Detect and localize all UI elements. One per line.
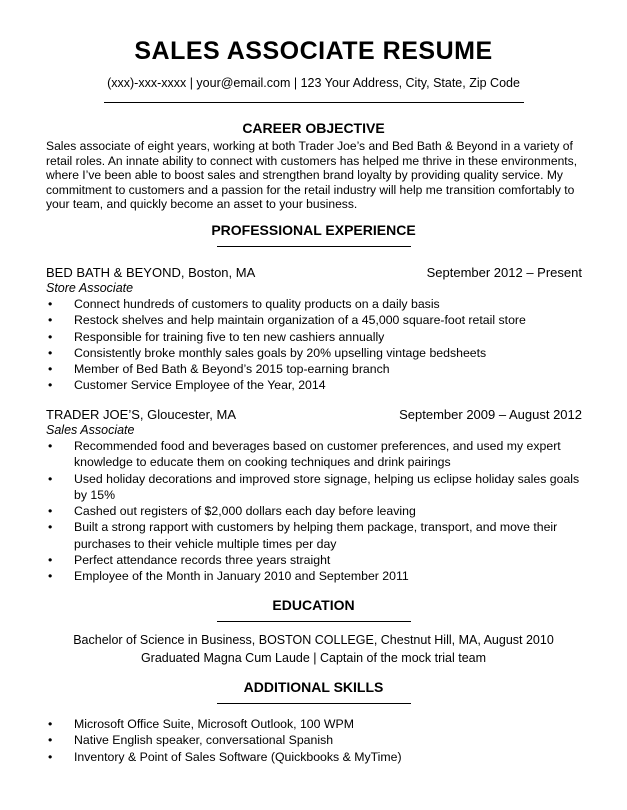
skill-text: Microsoft Office Suite, Microsoft Outlook, 100 WPM — [74, 717, 354, 731]
bullet-icon: • — [48, 471, 53, 486]
skills-divider — [217, 703, 411, 704]
bullet-text: Cashed out registers of $2,000 dollars each day before leaving — [74, 504, 416, 519]
list-item — [46, 552, 582, 568]
contact-info: (xxx)-xxx-xxxx | your@email.com | 123 Your Address, City, State, Zip Code — [107, 76, 520, 90]
list-item — [46, 345, 582, 361]
experience-divider — [217, 246, 411, 247]
bullet-icon: • — [48, 345, 53, 360]
job-bullets — [46, 438, 582, 585]
bullet-icon: • — [48, 520, 53, 535]
job-role: Store Associate — [46, 281, 134, 295]
bullet-icon: • — [48, 362, 53, 377]
skills-section — [46, 716, 582, 765]
job-role: Sales Associate — [46, 423, 135, 437]
list-item — [46, 716, 582, 732]
education-heading: EDUCATION — [272, 597, 355, 613]
skill-text: Inventory & Point of Sales Software (Quickbooks & MyTime) — [74, 749, 402, 764]
skills-heading: ADDITIONAL SKILLS — [243, 679, 384, 695]
bullet-text: Customer Service Employee of the Year, 2014 — [74, 378, 326, 393]
bullet-icon: • — [48, 553, 53, 568]
bullet-icon: • — [48, 329, 53, 344]
bullet-icon: • — [48, 504, 53, 519]
education-degree: Bachelor of Science in Business, BOSTON COLLEGE, Chestnut Hill, MA, August 2010 — [73, 633, 554, 647]
job-dates: September 2012 – Present — [426, 265, 582, 280]
bullet-text: Member of Bed Bath & Beyond’s 2015 top-earning branch — [74, 362, 390, 377]
bullet-text: Connect hundreds of customers to quality products on a daily basis — [74, 297, 440, 311]
job-header — [46, 264, 582, 281]
bullet-icon: • — [48, 749, 53, 764]
bullet-icon: • — [48, 439, 53, 453]
bullet-icon: • — [48, 717, 53, 731]
job-header — [46, 406, 582, 423]
list-item — [46, 471, 582, 504]
bullet-icon: • — [48, 733, 53, 748]
education-divider — [217, 621, 411, 622]
list-item — [46, 749, 582, 765]
objective-text: Sales associate of eight years, working at both Trader Joe’s and Bed Bath & Beyond in a variety of retail roles. An innate ability to connect with customers has helped me thrive in these environments, where I’ve been able to boost sales and strengthen brand loyalty by providing quality service. My commitment to customers and a passion for the retail industry will help me transition comfortably to your team, and quickly become an asset to your business. — [46, 139, 578, 212]
skills-list — [46, 716, 582, 765]
list-item — [46, 377, 582, 393]
bullet-text: Consistently broke monthly sales goals by 20% upselling vintage bedsheets — [74, 345, 487, 360]
education-honors: Graduated Magna Cum Laude | Captain of the mock trial team — [140, 651, 487, 665]
resume-title: SALES ASSOCIATE RESUME — [134, 37, 493, 65]
job-entry — [46, 264, 582, 394]
list-item — [46, 361, 582, 377]
list-item — [46, 438, 582, 471]
list-item — [46, 312, 582, 328]
job-company: TRADER JOE’S, Gloucester, MA — [46, 407, 236, 422]
experience-heading: PROFESSIONAL EXPERIENCE — [211, 222, 416, 238]
bullet-icon: • — [48, 378, 53, 393]
list-item — [46, 503, 582, 519]
list-item — [46, 568, 582, 584]
bullet-text: Employee of the Month in January 2010 and September 2011 — [74, 569, 409, 584]
list-item — [46, 296, 582, 312]
bullet-text: Responsible for training five to ten new cashiers annually — [74, 329, 385, 344]
job-bullets — [46, 296, 582, 394]
bullet-text: Used holiday decorations and improved store signage, helping us eclipse holiday sales goals by 15% — [74, 471, 580, 502]
skill-text: Native English speaker, conversational Spanish — [74, 733, 334, 748]
bullet-text: Restock shelves and help maintain organization of a 45,000 square-foot retail store — [74, 313, 526, 328]
objective-heading: CAREER OBJECTIVE — [242, 120, 385, 136]
bullet-icon: • — [48, 313, 53, 328]
job-dates: September 2009 – August 2012 — [399, 407, 582, 422]
bullet-icon: • — [48, 297, 53, 311]
header-divider — [104, 102, 524, 103]
list-item — [46, 732, 582, 748]
list-item — [46, 329, 582, 345]
job-entry — [46, 406, 582, 585]
list-item — [46, 519, 582, 552]
bullet-text: Recommended food and beverages based on customer preferences, and used my expert knowledge to educate them on cooking techniques and drink pairings — [74, 439, 561, 470]
bullet-text: Built a strong rapport with customers by helping them package, transport, and move their purchases to their vehicle multiple times per day — [74, 520, 558, 551]
job-company: BED BATH & BEYOND, Boston, MA — [46, 265, 256, 280]
bullet-icon: • — [48, 569, 53, 584]
bullet-text: Perfect attendance records three years straight — [74, 553, 331, 568]
